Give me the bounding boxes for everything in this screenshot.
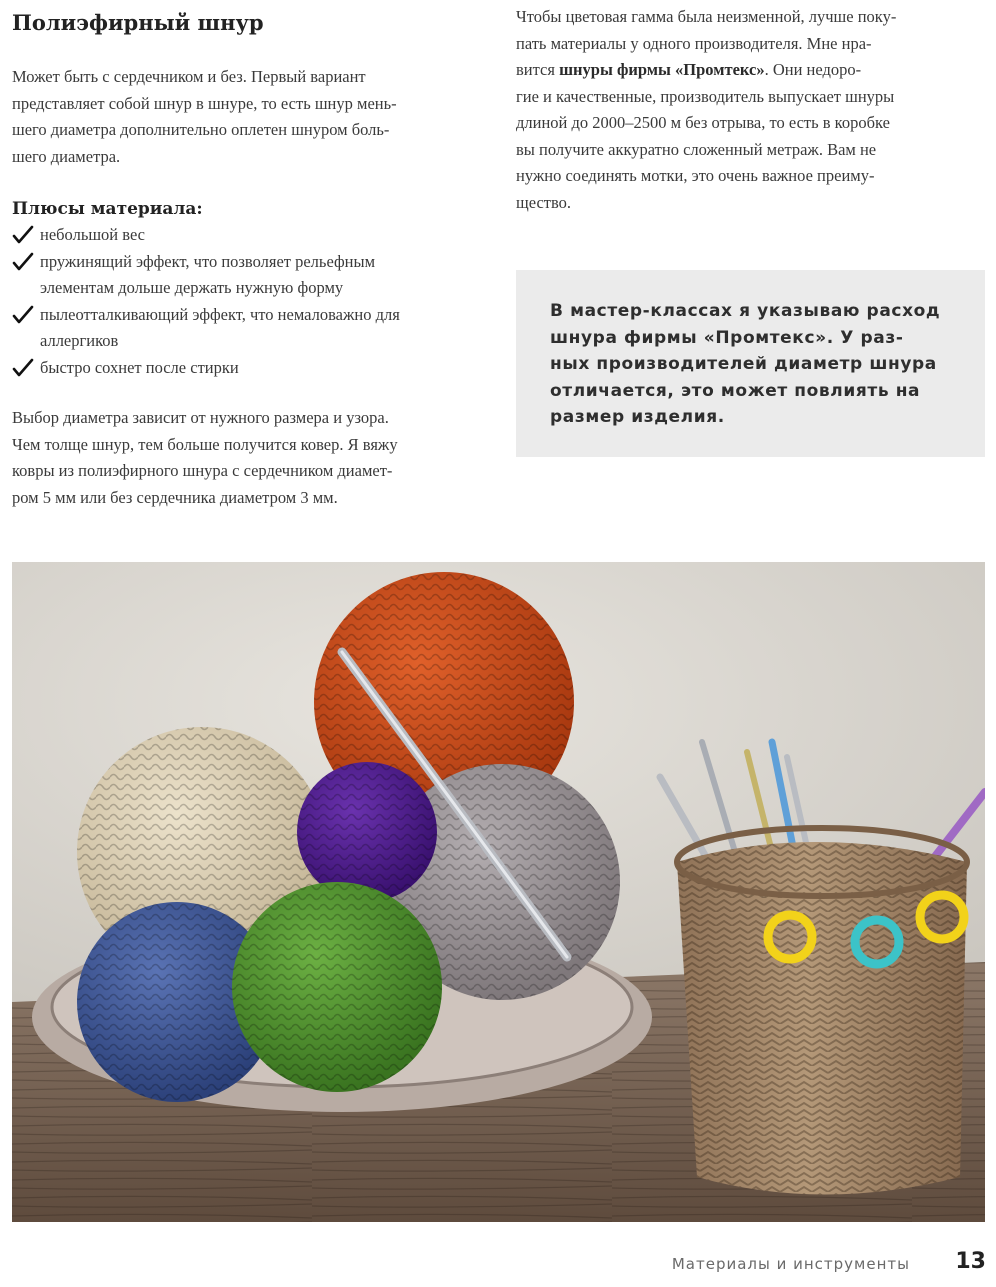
brand-name: шнуры фирмы «Промтекс»	[559, 60, 765, 79]
checkmark-icon	[12, 358, 34, 378]
note-line: шнура фирмы «Промтекс». У раз-	[550, 327, 904, 348]
pros-list	[12, 222, 482, 381]
yarn-photo	[12, 562, 985, 1222]
checkmark-icon	[12, 225, 34, 245]
text-line: ром 5 мм или без сердечника диаметром 3 мм.	[12, 487, 338, 507]
text-line: шего диаметра дополнительно оплетен шнуром боль-	[12, 120, 390, 139]
list-item-text: элементам дольше держать нужную форму	[40, 278, 344, 297]
text-line: ковры из полиэфирного шнура с сердечником диамет-	[12, 461, 393, 480]
checkmark-icon	[12, 252, 34, 272]
note-box	[516, 270, 985, 457]
note-line: отличается, это может повлиять на	[550, 380, 921, 401]
note-line: В мастер-классах я указываю расход	[550, 301, 941, 321]
list-item-text: аллергиков	[40, 331, 119, 350]
text-line: представляет собой шнур в шнуре, то есть шнур мень-	[12, 93, 397, 113]
text-line: пать материалы у одного производителя. Мне нра-	[516, 33, 872, 53]
list-item	[12, 302, 482, 355]
right-column	[516, 4, 956, 216]
list-item-text: пылеотталкивающий эффект, что немаловажно для	[40, 304, 400, 324]
text-line: шего диаметра.	[12, 146, 121, 166]
intro-paragraph	[12, 64, 482, 170]
list-item-text: небольшой вес	[40, 225, 146, 244]
text-line: нужно соединять мотки, это очень важное преиму-	[516, 166, 875, 185]
text-line: Чтобы цветовая гамма была неизменной, лучше поку-	[516, 7, 897, 26]
text-line: Чем толще шнур, тем больше получится ковер. Я вяжу	[12, 434, 398, 454]
text-line	[516, 57, 956, 84]
text-line: Выбор диаметра зависит от нужного размера и узора.	[12, 408, 389, 427]
text-fragment: . Они недоро-	[764, 60, 862, 79]
list-item	[12, 249, 482, 302]
list-item	[12, 355, 482, 382]
list-item-text: быстро сохнет после стирки	[40, 357, 239, 377]
note-text	[550, 298, 960, 431]
text-line: Может быть с сердечником и без. Первый вариант	[12, 67, 366, 86]
pros-title: Плюсы материала:	[12, 199, 203, 219]
checkmark-icon	[12, 305, 34, 325]
yarn-illustration	[12, 562, 985, 1222]
text-line: вы получите аккуратно сложенный метраж. Вам не	[516, 139, 877, 159]
diameter-paragraph	[12, 405, 482, 511]
text-line: длиной до 2000–2500 м без отрыва, то есть в коробке	[516, 113, 890, 132]
note-line: ных производителей диаметр шнура	[550, 354, 937, 374]
text-line: щество.	[516, 192, 572, 212]
page-number: 13	[955, 1249, 986, 1274]
text-fragment: вится	[516, 60, 560, 79]
left-column	[12, 8, 482, 511]
section-heading: Полиэфирный шнур	[12, 10, 264, 35]
text-line: гие и качественные, производитель выпускает шнуры	[516, 86, 895, 106]
list-item-text: пружинящий эффект, что позволяет рельефным	[40, 251, 376, 271]
note-line: размер изделия.	[550, 407, 725, 427]
list-item	[12, 222, 482, 249]
footer-section-title: Материалы и инструменты	[671, 1255, 910, 1273]
